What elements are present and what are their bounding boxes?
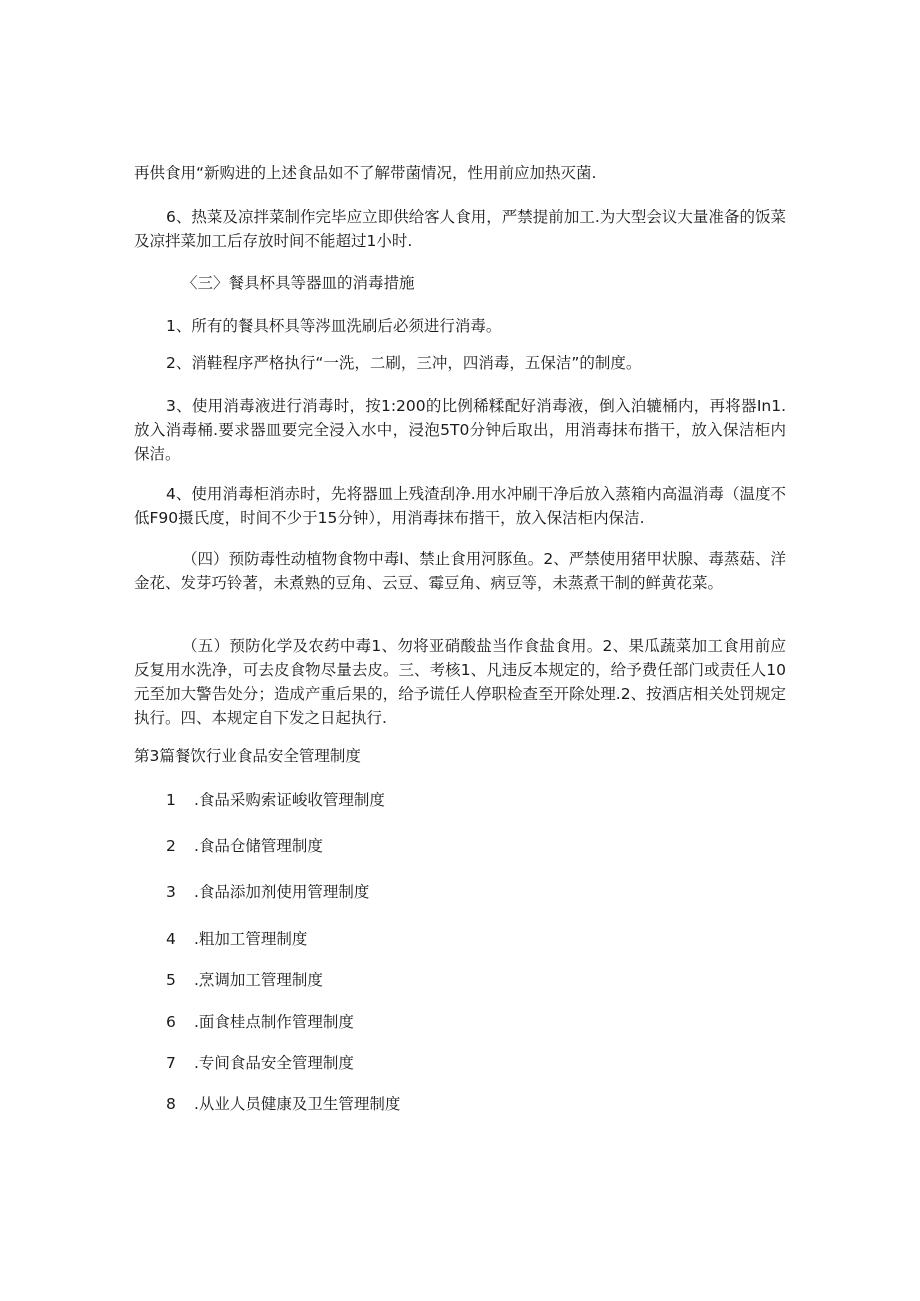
list-item-number: 1 [166,791,176,809]
list-item-number: 7 [166,1054,176,1072]
paragraph-disinfect-4: 4、使用消毒柜消赤时，先将器皿上残渣刮净.用水冲刷干净后放入蒸箱内高温消毒（温度不低F90摄氏度，时间不少于15分钟），用消毒抹布揩干，放入保洁柜内保洁. [134,485,786,527]
list-item [166,1010,354,1034]
list-item-text: .食品添加剂使用管理制度 [194,883,370,901]
list-item-number: 3 [166,883,176,901]
list-item-text: .面食桂点制作管理制度 [194,1013,354,1031]
paragraph-rule-6: 6、热菜及凉拌菜制作完毕应立即供给客人食用，严禁提前加工.为大型会议大量准备的饭菜及凉拌菜加工后存放时间不能超过1小时. [134,208,786,250]
paragraph-disinfect-1: 1、所有的餐具杯具等涔皿洗刷后必须进行消毒。 [166,317,502,335]
list-item-text: .从业人员健康及卫生管理制度 [194,1095,401,1113]
list-item [166,834,323,858]
list-item [166,880,369,904]
list-item-number: 4 [166,930,176,948]
list-item [166,927,307,951]
list-item [166,1051,354,1075]
chapter-heading: 第3篇餐饮行业食品安全管理制度 [134,747,361,765]
paragraph-section-5: （五）预防化学及农药中毒1、勿将亚硝酸盐当作食盐食用。2、果瓜蔬菜加工食用前应反复用水洗净，可去皮食物尽量去皮。三、考核1、凡违反本规定的，给予费任部门或责任人10元至加大警告处分；造成产重后果的，给予谎任人停职检查至开除处理.2、按酒店相关处罚规定执行。四、本规定自下发之日起执行. [134,637,786,727]
list-item [166,1092,400,1116]
list-item-text: .专间食品安全管理制度 [194,1054,354,1072]
section-heading-disinfection: 〈三〉餐具杯具等器皿的消毒措施 [182,274,415,292]
list-item-text: .食品仓储管理制度 [194,837,323,855]
list-item [166,968,323,992]
list-item-text: .食品采购索证峻收管理制度 [194,791,385,809]
list-item-number: 2 [166,837,176,855]
list-item-number: 5 [166,971,176,989]
paragraph-disinfect-2: 2、消鞋程序严格执行“一洗，二刷，三冲，四消毒，五保洁”的制度。 [166,354,642,372]
paragraph-section-4: （四）预防毒性动植物食物中毒l、禁止食用河豚鱼。2、严禁使用猪甲状腺、毒蒸菇、洋金花、发芽巧铃著，未煮熟的豆角、云豆、霉豆角、病豆等，未蒸煮干制的鲜黄花菜。 [134,550,786,592]
list-item-text: .粗加工管理制度 [194,930,308,948]
list-item [166,788,385,812]
paragraph-food-reheat: 再供食用“新购进的上述食品如不了解带菌情况，性用前应加热灭菌. [134,164,597,182]
list-item-number: 8 [166,1095,176,1113]
list-item-number: 6 [166,1013,176,1031]
paragraph-disinfect-3: 3、使用消毒液进行消毒时，按1:200的比例稀糅配好消毒液，倒入泊辘桶内，再将器In1.放入消毒桶.要求器皿要完全浸入水中，浸泡5T0分钟后取出，用消毒抹布揩干，放入保洁柜内保洁。 [134,397,786,463]
list-item-text: .烹调加工管理制度 [194,971,323,989]
